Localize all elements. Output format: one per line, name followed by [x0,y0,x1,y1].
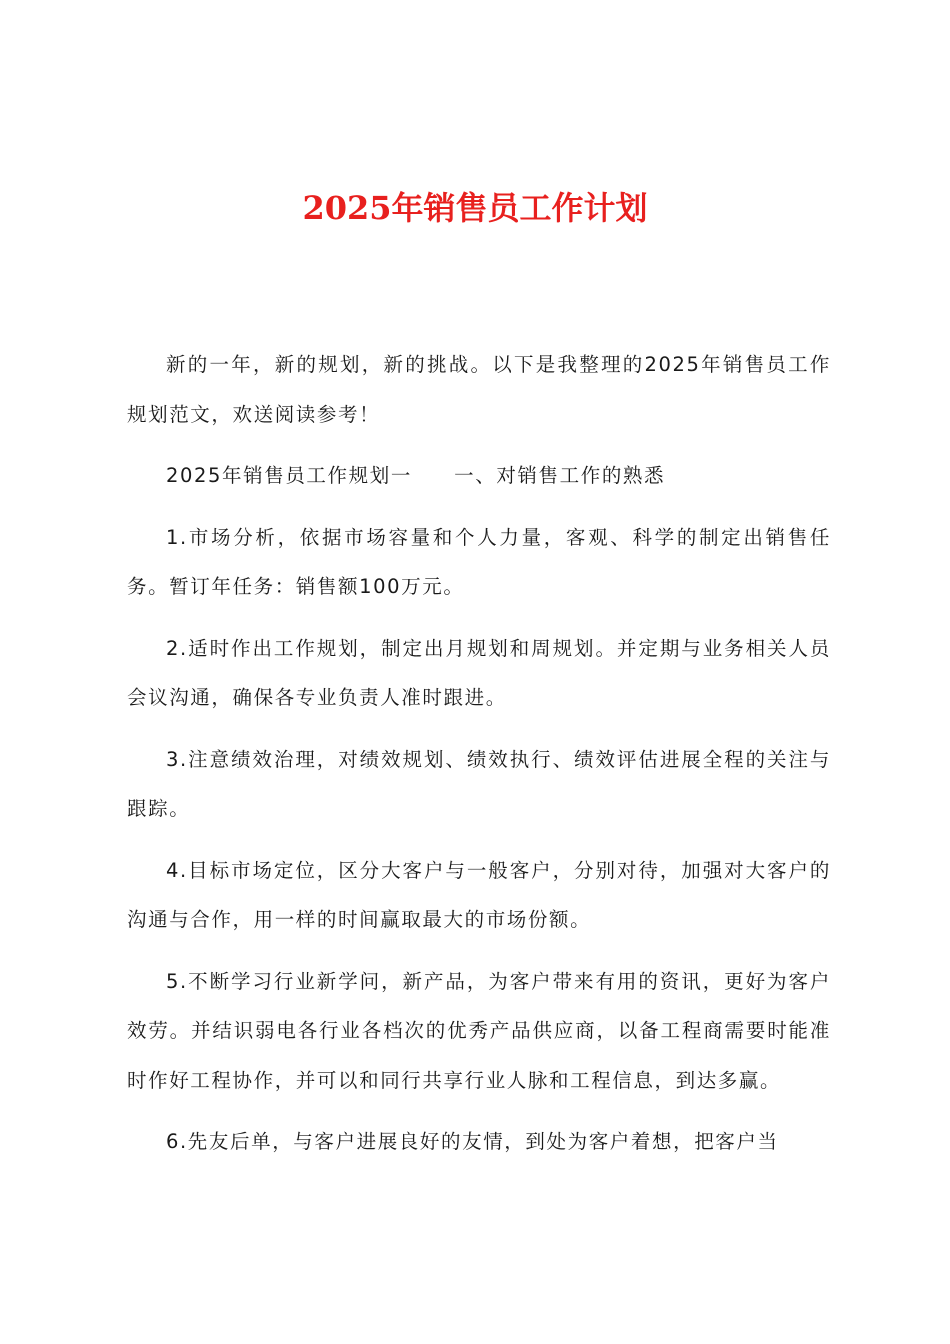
paragraph-item-5: 5.不断学习行业新学问，新产品，为客户带来有用的资讯，更好为客户效劳。并结识弱电各行业各档次的优秀产品供应商，以备工程商需要时能准时作好工程协作，并可以和同行共享行业人脉和工程信息，到达多赢。 [127,969,831,1092]
paragraph-item-6: 6.先友后单，与客户进展良好的友情，到处为客户着想，把客户当 [166,1130,779,1153]
document-body [127,340,831,1179]
document-title: 2025年销售员工作计划 [302,189,648,227]
paragraph-item-1: 1.市场分析，依据市场容量和个人力量，客观、科学的制定出销售任务。暂订年任务：销售额100万元。 [127,525,831,598]
paragraph-item-4: 4.目标市场定位，区分大客户与一般客户，分别对待，加强对大客户的沟通与合作，用一样的时间赢取最大的市场份额。 [127,858,831,931]
paragraph-item-2: 2.适时作出工作规划，制定出月规划和周规划。并定期与业务相关人员会议沟通，确保各专业负责人准时跟进。 [127,636,831,709]
paragraph-item-3: 3.注意绩效治理，对绩效规划、绩效执行、绩效评估进展全程的关注与跟踪。 [127,747,831,820]
paragraph-intro: 新的一年，新的规划，新的挑战。以下是我整理的2025年销售员工作规划范文，欢送阅读参考！ [127,353,831,426]
paragraph-section-heading: 2025年销售员工作规划一 一、对销售工作的熟悉 [166,464,666,487]
